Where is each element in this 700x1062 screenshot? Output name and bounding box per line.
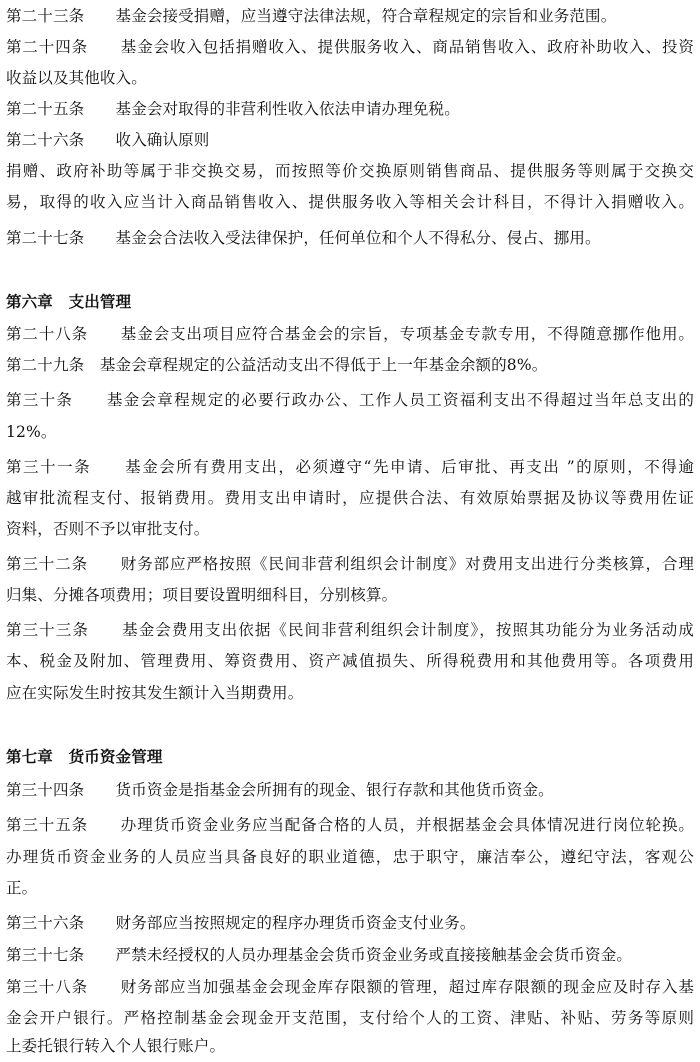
article-31-line-3: 资料，否则不予以审批支付。 bbox=[6, 520, 210, 538]
article-35-line-1: 第三十五条 办理货币资金业务应当配备合格的人员，并根据基金会具体情况进行岗位轮换。 bbox=[6, 816, 694, 834]
article-33-line-3: 应在实际发生时按其发生额计入当期费用。 bbox=[6, 684, 304, 702]
article-30-line-1: 第三十条 基金会章程规定的必要行政办公、工作人员工资福利支出不得超过当年总支出的 bbox=[6, 391, 694, 409]
article-33-line-2: 本、税金及附加、管理费用、筹资费用、资产减值损失、所得税费用和其他费用等。各项费用 bbox=[6, 652, 694, 670]
article-26-line-2: 捐赠、政府补助等属于非交换交易，而按照等价交换原则销售商品、提供服务等则属于交换交 bbox=[6, 162, 694, 180]
article-26-line-1: 第二十六条 收入确认原则 bbox=[6, 131, 210, 149]
article-38-line-3: 上委托银行转入个人银行账户。 bbox=[6, 1037, 226, 1055]
chapter-6-heading: 第六章 支出管理 bbox=[6, 293, 132, 311]
article-32-line-2: 归集、分摊各项费用；项目要设置明细科目，分别核算。 bbox=[6, 586, 398, 604]
article-30-line-2: 12%。 bbox=[6, 423, 57, 441]
article-35-line-3: 正。 bbox=[6, 879, 38, 897]
article-37-line-1: 第三十七条 严禁未经授权的人员办理基金会货币资金业务或直接接触基金会货币资金。 bbox=[6, 946, 633, 964]
article-31-line-2: 越审批流程支付、报销费用。费用支出申请时，应提供合法、有效原始票据及协议等费用佐证 bbox=[6, 489, 694, 507]
article-35-line-2: 办理货币资金业务的人员应当具备良好的职业道德，忠于职守，廉洁奉公，遵纪守法，客观公 bbox=[6, 848, 694, 866]
article-38-line-2: 金会开户银行。严格控制基金会现金开支范围，支付给个人的工资、津贴、补贴、劳务等原则 bbox=[6, 1009, 694, 1027]
article-24-line-1: 第二十四条 基金会收入包括捐赠收入、提供服务收入、商品销售收入、政府补助收入、投资 bbox=[6, 38, 694, 56]
article-34-line-1: 第三十四条 货币资金是指基金会所拥有的现金、银行存款和其他货币资金。 bbox=[6, 781, 554, 799]
chapter-7-heading: 第七章 货币资金管理 bbox=[6, 748, 163, 766]
article-25-line-1: 第二十五条 基金会对取得的非营利性收入依法申请办理免税。 bbox=[6, 100, 460, 118]
article-29-line-1: 第二十九条 基金会章程规定的公益活动支出不得低于上一年基金余额的8%。 bbox=[6, 356, 548, 374]
article-26-line-3: 易，取得的收入应当计入商品销售收入、提供服务收入等相关会计科目，不得计入捐赠收入。 bbox=[6, 193, 694, 211]
article-36-line-1: 第三十六条 财务部应当按照规定的程序办理货币资金支付业务。 bbox=[6, 914, 476, 932]
article-27-line-1: 第二十七条 基金会合法收入受法律保护，任何单位和个人不得私分、侵占、挪用。 bbox=[6, 229, 601, 247]
article-33-line-1: 第三十三条 基金会费用支出依据《民间非营利组织会计制度》，按照其功能分为业务活动成 bbox=[6, 621, 694, 639]
article-23-line-1: 第二十三条 基金会接受捐赠，应当遵守法律法规，符合章程规定的宗旨和业务范围。 bbox=[6, 7, 617, 25]
article-38-line-1: 第三十八条 财务部应当加强基金会现金库存限额的管理，超过库存限额的现金应及时存入基 bbox=[6, 978, 694, 996]
article-28-line-1: 第二十八条 基金会支出项目应符合基金会的宗旨，专项基金专款专用，不得随意挪作他用。 bbox=[6, 325, 694, 343]
article-31-line-1: 第三十一条 基金会所有费用支出，必须遵守“先申请、后审批、再支出 ”的原则，不得逾 bbox=[6, 458, 694, 476]
article-32-line-1: 第三十二条 财务部应严格按照《民间非营利组织会计制度》对费用支出进行分类核算，合理 bbox=[6, 555, 694, 573]
article-24-line-2: 收益以及其他收入。 bbox=[6, 69, 147, 87]
